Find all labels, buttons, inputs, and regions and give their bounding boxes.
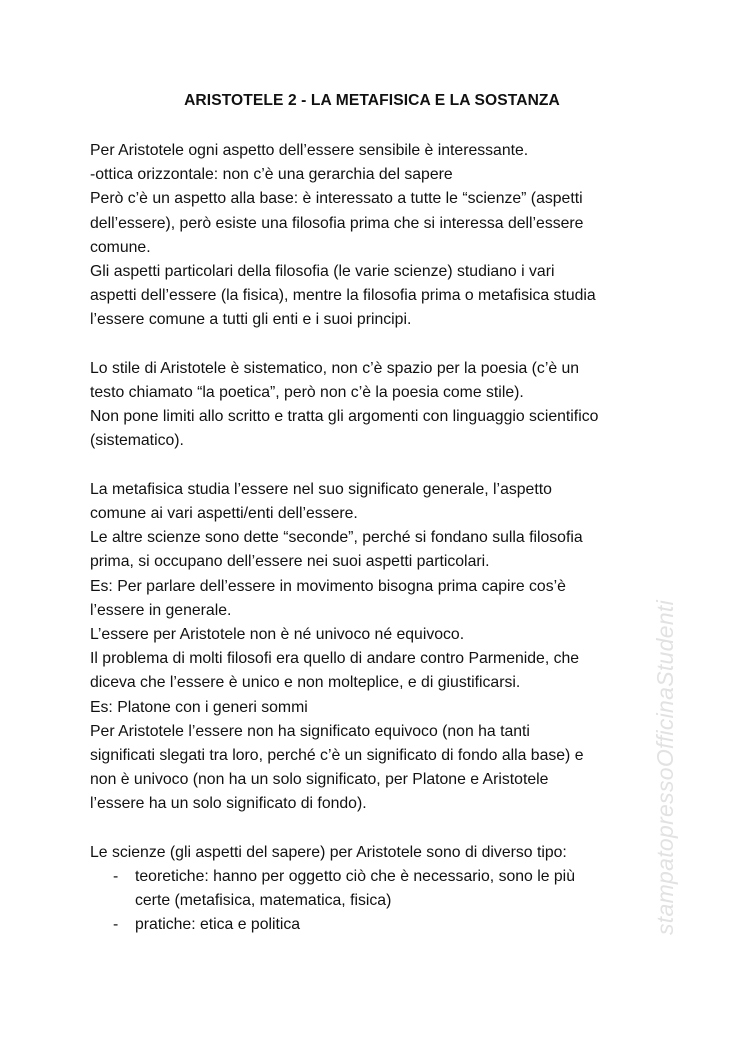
list-dash: - bbox=[113, 916, 119, 934]
text-line: teoretiche: hanno per oggetto ciò che è necessario, sono le più bbox=[135, 868, 575, 886]
science-types-list bbox=[90, 865, 660, 938]
text-line: pratiche: etica e politica bbox=[135, 916, 301, 934]
text-line: comune ai vari aspetti/enti dell’essere. bbox=[90, 505, 358, 523]
list-dash: - bbox=[113, 868, 119, 886]
text-line: prima, si occupano dell’essere nei suoi aspetti particolari. bbox=[90, 553, 490, 571]
paragraph bbox=[90, 841, 660, 865]
text-line: l’essere in generale. bbox=[90, 601, 232, 619]
text-line: significati slegati tra loro, perché c’è un significato di fondo alla base) e bbox=[90, 747, 584, 765]
text-line: dell’essere), però esiste una filosofia prima che si interessa dell’essere bbox=[90, 214, 584, 232]
text-line: Il problema di molti filosofi era quello di andare contro Parmenide, che bbox=[90, 650, 580, 668]
text-line: certe (metafisica, matematica, fisica) bbox=[135, 892, 392, 910]
text-line: comune. bbox=[90, 238, 151, 256]
list-item bbox=[90, 865, 660, 913]
text-line: Però c’è un aspetto alla base: è interessato a tutte le “scienze” (aspetti bbox=[90, 190, 583, 208]
text-line: Lo stile di Aristotele è sistematico, non c’è spazio per la poesia (c’è un bbox=[90, 359, 580, 377]
text-line: Le scienze (gli aspetti del sapere) per Aristotele sono di diverso tipo: bbox=[90, 843, 567, 861]
paragraph bbox=[90, 357, 660, 454]
watermark-text: stampatopressoOfficinaStudenti bbox=[652, 599, 678, 935]
document-body bbox=[90, 139, 660, 938]
text-line: -ottica orizzontale: non c’è una gerarchia del sapere bbox=[90, 166, 453, 184]
text-line: L’essere per Aristotele non è né univoco né equivoco. bbox=[90, 626, 465, 644]
text-line: (sistematico). bbox=[90, 432, 184, 450]
page-title: ARISTOTELE 2 - LA METAFISICA E LA SOSTANZA bbox=[184, 92, 560, 109]
text-line: aspetti dell’essere (la fisica), mentre la filosofia prima o metafisica studia bbox=[90, 287, 596, 305]
list-item bbox=[90, 913, 660, 937]
text-line: testo chiamato “la poetica”, però non c’è la poesia come stile). bbox=[90, 384, 524, 402]
text-line: diceva che l’essere è unico e non molteplice, e di giustificarsi. bbox=[90, 674, 521, 692]
text-line: Per Aristotele ogni aspetto dell’essere sensibile è interessante. bbox=[90, 142, 529, 159]
text-line: Non pone limiti allo scritto e tratta gli argomenti con linguaggio scientifico bbox=[90, 408, 599, 426]
paragraph bbox=[90, 139, 660, 333]
text-line: non è univoco (non ha un solo significato, per Platone e Aristotele bbox=[90, 771, 549, 789]
text-line: Per Aristotele l’essere non ha significato equivoco (non ha tanti bbox=[90, 722, 530, 740]
paragraph bbox=[90, 478, 660, 817]
text-line: l’essere ha un solo significato di fondo). bbox=[90, 795, 367, 813]
text-line: La metafisica studia l’essere nel suo significato generale, l’aspetto bbox=[90, 480, 552, 498]
text-line: Le altre scienze sono dette “seconde”, perché si fondano sulla filosofia bbox=[90, 529, 583, 547]
text-line: Es: Per parlare dell’essere in movimento bisogna prima capire cos’è bbox=[90, 577, 566, 595]
text-line: l’essere comune a tutti gli enti e i suoi principi. bbox=[90, 311, 412, 329]
text-line: Gli aspetti particolari della filosofia (le varie scienze) studiano i vari bbox=[90, 263, 555, 281]
text-line: Es: Platone con i generi sommi bbox=[90, 698, 308, 716]
